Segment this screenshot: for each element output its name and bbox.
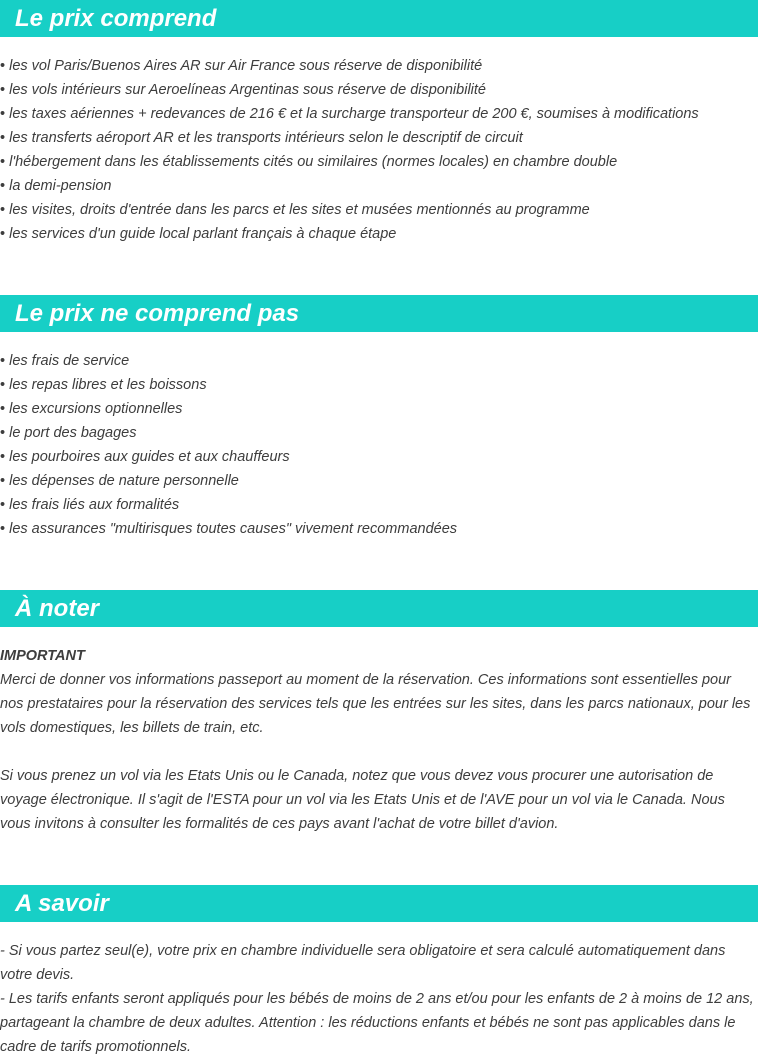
included-list	[0, 54, 758, 246]
section-know	[0, 885, 758, 1059]
bullet-icon: •	[0, 449, 6, 465]
included-item	[0, 78, 758, 102]
not-included-item	[0, 445, 758, 469]
included-item-text: les vols intérieurs sur Aeroelíneas Argentinas sous réserve de disponibilité	[9, 82, 486, 98]
included-item	[0, 222, 758, 246]
not-included-item-text: les dépenses de nature personnelle	[9, 473, 239, 489]
included-item-text: la demi-pension	[9, 178, 112, 194]
not-included-item-text: les frais liés aux formalités	[9, 497, 180, 513]
included-item	[0, 102, 758, 126]
not-included-list	[0, 349, 758, 541]
not-included-item	[0, 421, 758, 445]
not-included-item-text: les excursions optionnelles	[9, 401, 183, 417]
note-body	[0, 644, 758, 836]
section-title-not-included: Le prix ne comprend pas	[0, 295, 758, 332]
included-item	[0, 150, 758, 174]
bullet-icon: •	[0, 401, 6, 417]
bullet-icon: •	[0, 521, 6, 537]
included-item-text: les taxes aériennes + redevances de 216 € et la surcharge transporteur de 200 €, soumises à modifications	[9, 106, 699, 122]
not-included-item-text: le port des bagages	[9, 425, 137, 441]
bullet-icon: •	[0, 82, 6, 98]
bullet-icon: •	[0, 425, 6, 441]
bullet-icon: •	[0, 58, 6, 74]
know-paragraph-1: - Si vous partez seul(e), votre prix en chambre individuelle sera obligatoire et sera calculé automatiquement dans votre devis.	[0, 943, 726, 983]
included-item	[0, 174, 758, 198]
bullet-icon: •	[0, 497, 6, 513]
not-included-item	[0, 469, 758, 493]
bullet-icon: •	[0, 353, 6, 369]
know-paragraph-2: - Les tarifs enfants seront appliqués pour les bébés de moins de 2 ans et/ou pour les enfants de 2 à moins de 12 ans, partageant la chambre de deux adultes. Attention : les réductions enfants et bébés ne sont pas applicables dans le cadre de tarifs promotionnels.	[0, 991, 754, 1055]
included-item-text: les transferts aéroport AR et les transports intérieurs selon le descriptif de circuit	[9, 130, 523, 146]
not-included-item-text: les frais de service	[9, 353, 130, 369]
section-not-included	[0, 295, 758, 541]
included-item-text: les visites, droits d'entrée dans les parcs et les sites et musées mentionnés au programme	[9, 202, 590, 218]
bullet-icon: •	[0, 473, 6, 489]
not-included-item-text: les repas libres et les boissons	[9, 377, 207, 393]
included-item	[0, 54, 758, 78]
bullet-icon: •	[0, 226, 6, 242]
included-item	[0, 126, 758, 150]
bullet-icon: •	[0, 178, 6, 194]
note-paragraph-2: Si vous prenez un vol via les Etats Unis ou le Canada, notez que vous devez vous procurer une autorisation de voyage électronique. Il s'agit de l'ESTA pour un vol via les Etats Unis et de l'AVE pour un vol via le Canada. Nous vous invitons à consulter les formalités de ces pays avant l'achat de votre billet d'avion.	[0, 768, 725, 832]
bullet-icon: •	[0, 154, 6, 170]
not-included-item	[0, 373, 758, 397]
bullet-icon: •	[0, 202, 6, 218]
bullet-icon: •	[0, 377, 6, 393]
note-paragraph-1: Merci de donner vos informations passeport au moment de la réservation. Ces informations sont essentielles pour nos prestataires pour la réservation des services tels que les entrées sur les sites, dans les parcs nationaux, pour les vols domestiques, les billets de train, etc.	[0, 672, 751, 736]
not-included-item-text: les assurances "multirisques toutes causes" vivement recommandées	[9, 521, 458, 537]
note-important-heading: IMPORTANT	[0, 648, 85, 664]
included-item	[0, 198, 758, 222]
section-note	[0, 590, 758, 836]
not-included-item-text: les pourboires aux guides et aux chauffeurs	[9, 449, 290, 465]
section-included	[0, 0, 758, 246]
included-item-text: les vol Paris/Buenos Aires AR sur Air France sous réserve de disponibilité	[9, 58, 483, 74]
included-item-text: l'hébergement dans les établissements cités ou similaires (normes locales) en chambre double	[9, 154, 618, 170]
note-spacer	[0, 740, 758, 764]
not-included-item	[0, 493, 758, 517]
included-item-text: les services d'un guide local parlant français à chaque étape	[9, 226, 397, 242]
bullet-icon: •	[0, 130, 6, 146]
not-included-item	[0, 517, 758, 541]
know-body	[0, 939, 758, 1059]
not-included-item	[0, 349, 758, 373]
not-included-item	[0, 397, 758, 421]
section-title-know: A savoir	[0, 885, 758, 922]
bullet-icon: •	[0, 106, 6, 122]
section-title-included: Le prix comprend	[0, 0, 758, 37]
section-title-note: À noter	[0, 590, 758, 627]
